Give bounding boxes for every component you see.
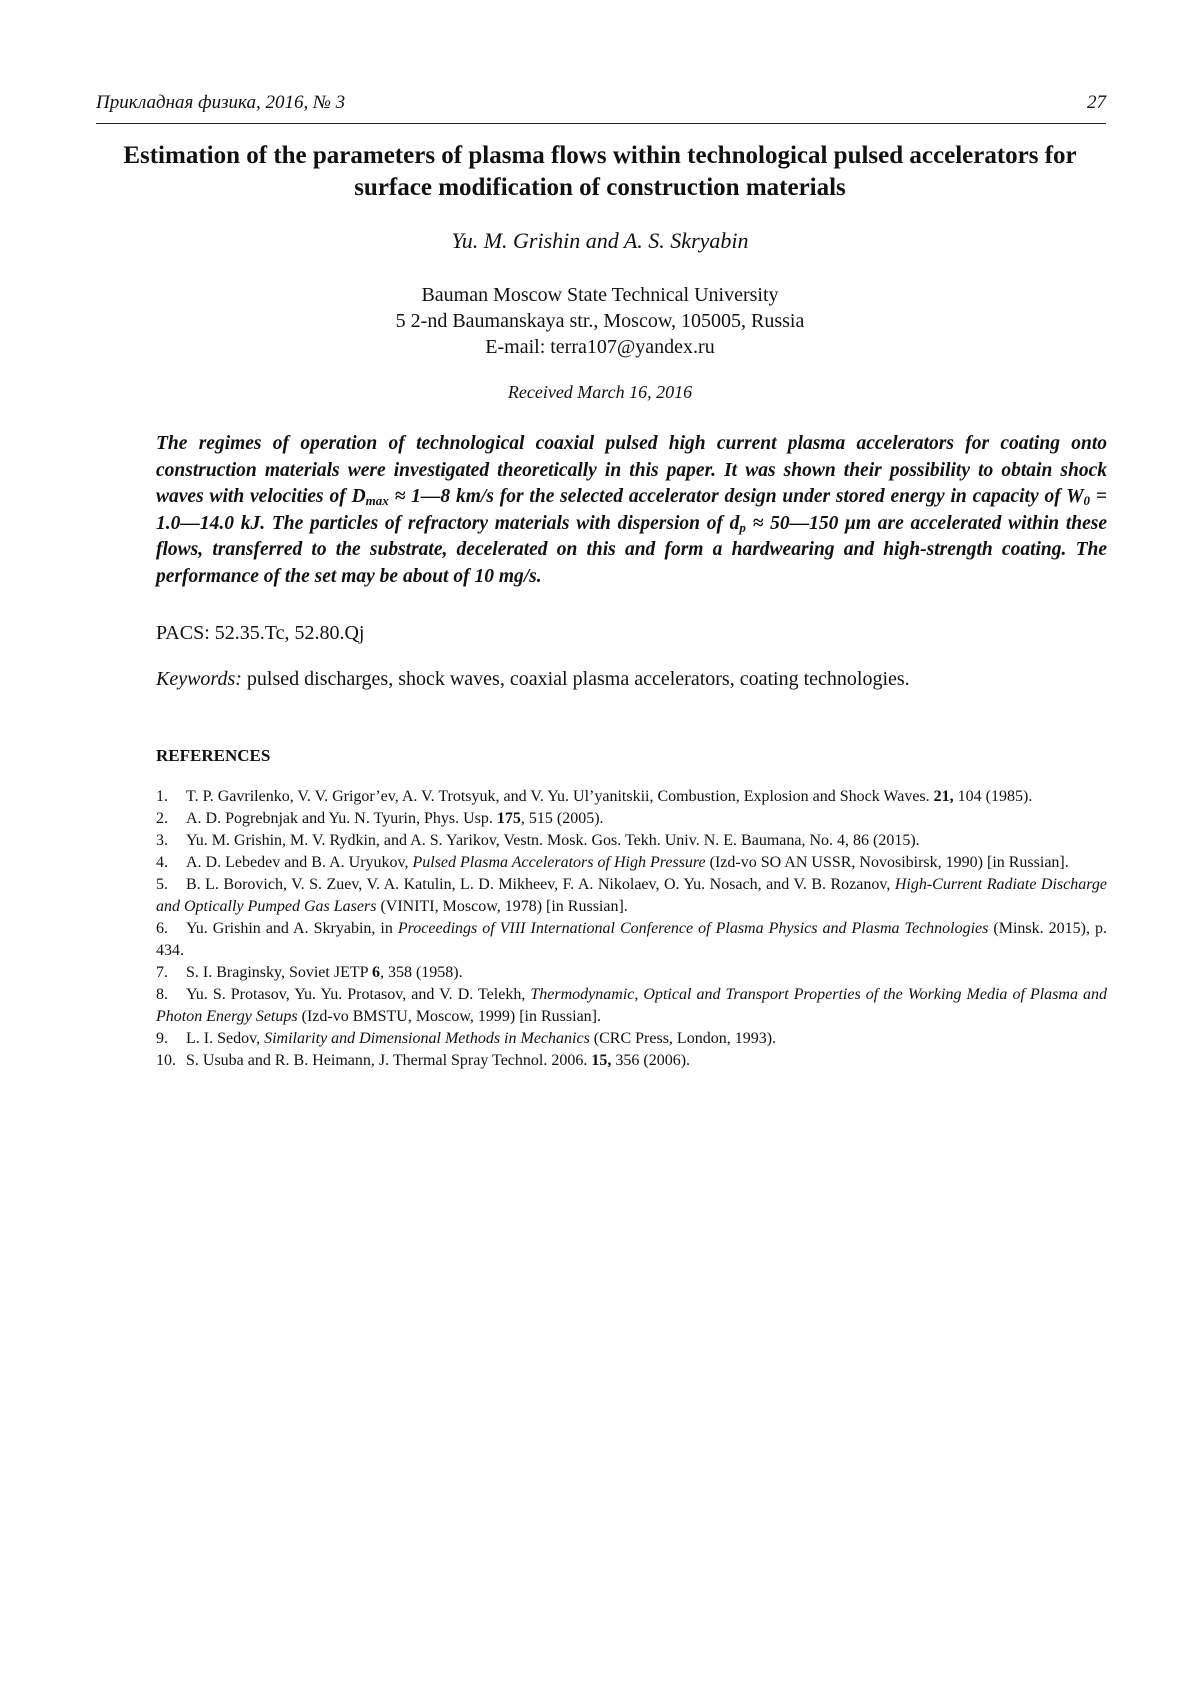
journal-name: Прикладная физика, 2016, № 3 bbox=[96, 92, 346, 113]
reference-volume: 15, bbox=[591, 1052, 612, 1069]
reference-number: 2. bbox=[156, 810, 168, 827]
reference-title: High-Current Radiate Discharge and Optically Pumped Gas Lasers bbox=[156, 876, 1107, 915]
reference-text: Yu. Grishin and A. Skryabin, in bbox=[186, 920, 398, 937]
reference-number: 5. bbox=[156, 876, 168, 893]
reference-number: 1. bbox=[156, 788, 168, 805]
reference-number: 6. bbox=[156, 920, 168, 937]
reference-text: (Minsk. 2015), p. 434. bbox=[156, 920, 1107, 959]
reference-number: 4. bbox=[156, 854, 168, 871]
reference-text: S. I. Braginsky, Soviet JETP bbox=[186, 964, 372, 981]
reference-text: Yu. M. Grishin, M. V. Rydkin, and A. S. Yarikov, Vestn. Mosk. Gos. Tekh. Univ. N. E. Baumana, No. 4, 86 (2015). bbox=[186, 832, 920, 849]
reference-volume: 175 bbox=[496, 810, 521, 827]
reference-text: L. I. Sedov, bbox=[186, 1030, 265, 1047]
page-number: 27 bbox=[1087, 92, 1106, 113]
reference-item bbox=[156, 918, 1107, 962]
reference-item bbox=[156, 852, 1107, 874]
institution: Bauman Moscow State Technical University bbox=[421, 284, 779, 306]
reference-item bbox=[156, 984, 1107, 1028]
reference-title: Thermodynamic, Optical and Transport Properties of the Working Media of Plasma and Photon Energy Setups bbox=[156, 986, 1107, 1025]
reference-text: A. D. Lebedev and B. A. Uryukov, bbox=[186, 854, 413, 871]
reference-text: T. P. Gavrilenko, V. V. Grigor’ev, A. V. Trotsyuk, and V. Yu. Ul’yanitskii, Combustion, Explosion and Shock Waves. bbox=[186, 788, 934, 805]
reference-item bbox=[156, 786, 1107, 808]
reference-text: (Izd-vo SO AN USSR, Novosibirsk, 1990) [in Russian]. bbox=[705, 854, 1069, 871]
reference-text: S. Usuba and R. B. Heimann, J. Thermal Spray Technol. 2006. bbox=[186, 1052, 592, 1069]
reference-text: (Izd-vo BMSTU, Moscow, 1999) [in Russian]. bbox=[297, 1008, 601, 1025]
pacs-codes: PACS: 52.35.Tc, 52.80.Qj bbox=[156, 622, 365, 644]
reference-number: 7. bbox=[156, 964, 168, 981]
reference-text: 104 (1985). bbox=[953, 788, 1033, 805]
paper-title: Estimation of the parameters of plasma flows within technological pulsed accelerators for surface modification of construction materials bbox=[123, 142, 1077, 201]
keywords-label: Keywords: bbox=[156, 668, 242, 690]
running-header bbox=[96, 92, 1106, 124]
affiliation bbox=[0, 282, 1200, 360]
reference-text: (VINITI, Moscow, 1978) [in Russian]. bbox=[376, 898, 628, 915]
references-list bbox=[156, 786, 1107, 1072]
reference-number: 8. bbox=[156, 986, 168, 1003]
reference-number: 3. bbox=[156, 832, 168, 849]
reference-title: Proceedings of VIII International Conference of Plasma Physics and Plasma Technologies bbox=[397, 920, 989, 937]
reference-number: 9. bbox=[156, 1030, 168, 1047]
email: E-mail: terra107@yandex.ru bbox=[485, 336, 715, 358]
reference-text: , 515 (2005). bbox=[520, 810, 604, 827]
reference-volume: 21, bbox=[933, 788, 954, 805]
authors: Yu. M. Grishin and A. S. Skryabin bbox=[451, 228, 749, 253]
address: 5 2-nd Baumanskaya str., Moscow, 105005, Russia bbox=[395, 310, 805, 332]
keywords bbox=[156, 668, 910, 691]
reference-volume: 6 bbox=[371, 964, 380, 981]
reference-item bbox=[156, 1028, 1107, 1050]
reference-text: A. D. Pogrebnjak and Yu. N. Tyurin, Phys. Usp. bbox=[186, 810, 497, 827]
reference-item bbox=[156, 874, 1107, 918]
reference-item bbox=[156, 962, 1107, 984]
reference-item bbox=[156, 808, 1107, 830]
reference-text: (CRC Press, London, 1993). bbox=[589, 1030, 777, 1047]
reference-text: Yu. S. Protasov, Yu. Yu. Protasov, and V. D. Telekh, bbox=[186, 986, 531, 1003]
reference-item bbox=[156, 830, 1107, 852]
references-heading: REFERENCES bbox=[156, 746, 271, 765]
reference-text: , 358 (1958). bbox=[379, 964, 463, 981]
keywords-text: pulsed discharges, shock waves, coaxial plasma accelerators, coating technologies. bbox=[241, 668, 910, 690]
abstract: The regimes of operation of technological coaxial pulsed high current plasma accelerators for coating onto construction materials were investigated theoretically in this paper. It was shown their possibility to obtain shock waves with velocities of $D_{max}$ ≈ 1—8 km/s for the selected accelerator design under stored energy in capacity of $W_0$ = 1.0—14.0 kJ. The particles of refractory materials with dispersion of $d_p$ ≈ 50—150 μm are accelerated within these flows, transferred to the substrate, decelerated on this and form a hardwearing and high-strength coating. The performance of the set may be about of 10 mg/s. bbox=[156, 433, 1107, 587]
reference-text: 356 (2006). bbox=[611, 1052, 691, 1069]
received-date: Received March 16, 2016 bbox=[507, 382, 693, 402]
reference-title: Pulsed Plasma Accelerators of High Pressure bbox=[412, 854, 706, 871]
reference-item bbox=[156, 1050, 1107, 1072]
reference-text: B. L. Borovich, V. S. Zuev, V. A. Katulin, L. D. Mikheev, F. A. Nikolaev, O. Yu. Nosach, and V. B. Rozanov, bbox=[186, 876, 895, 893]
reference-title: Similarity and Dimensional Methods in Mechanics bbox=[264, 1030, 590, 1047]
reference-number: 10. bbox=[156, 1052, 176, 1069]
